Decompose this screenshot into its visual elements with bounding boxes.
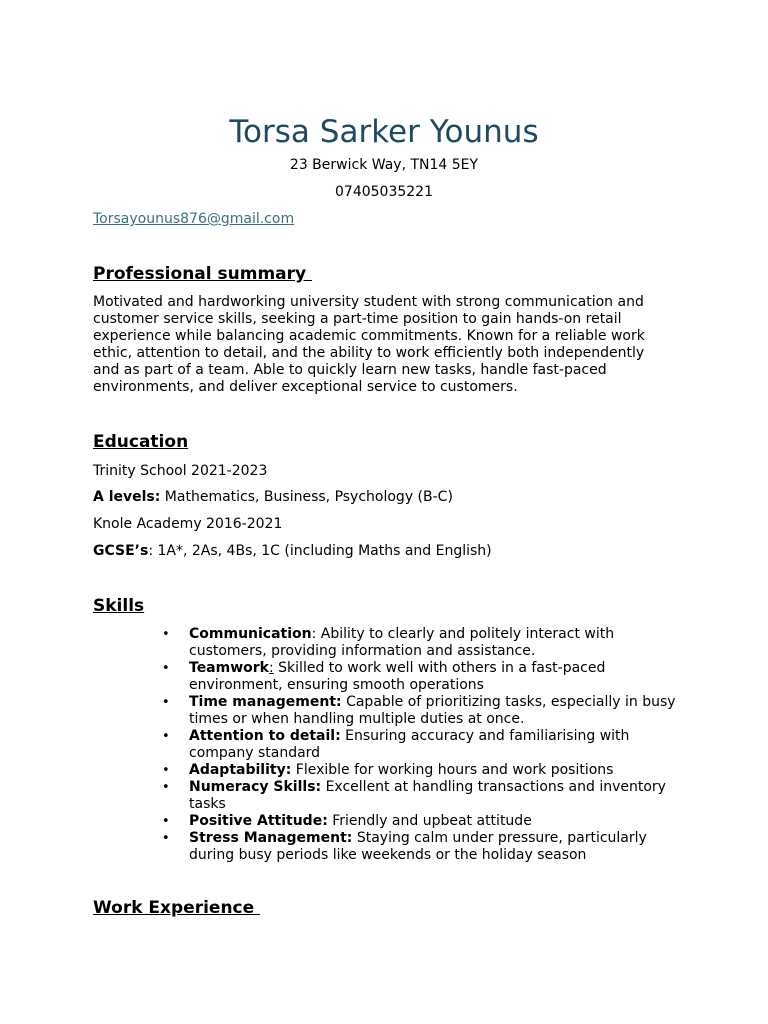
skill-separator: :: [269, 660, 274, 676]
skill-text: Skilled to work well with others in a fast-paced environment, ensuring smooth operations: [189, 660, 606, 693]
bullet-icon: •: [162, 729, 170, 744]
education-gcse: [93, 542, 492, 560]
skill-item-stress-management: [162, 830, 682, 864]
bullet-icon: •: [162, 831, 170, 846]
skill-text: Friendly and upbeat attitude: [327, 813, 532, 829]
professional-summary-text: Motivated and hardworking university student with strong communication and customer service skills, seeking a part-time position to gain hands-on retail experience while balancing academic commitments. Known for a reliable work ethic, attention to detail, and the ability to work efficiently both independently and as part of a team. Able to quickly learn new tasks, handle fast-paced environments, and deliver exceptional service to customers.: [93, 294, 645, 395]
bullet-icon: •: [162, 814, 170, 829]
skill-label: Stress Management:: [189, 830, 353, 846]
skill-label: Communication: [189, 626, 312, 642]
skill-item-time-management: [162, 694, 682, 728]
education-school-2: Knole Academy 2016-2021: [93, 516, 283, 532]
skill-item-adaptability: [162, 762, 682, 779]
skill-label: Teamwork: [189, 660, 269, 676]
bullet-icon: •: [162, 627, 170, 642]
a-levels-value: Mathematics, Business, Psychology (B-C): [160, 489, 453, 505]
skill-text: Ensuring accuracy and familiarising with company standard: [189, 728, 630, 761]
a-levels-label: A levels:: [93, 489, 161, 505]
skill-separator: :: [311, 626, 317, 642]
professional-summary-heading: Professional summary: [93, 264, 313, 284]
education-a-levels: [93, 488, 453, 506]
bullet-icon: •: [162, 661, 170, 676]
skills-list: [162, 626, 682, 864]
gcse-value: : 1A*, 2As, 4Bs, 1C (including Maths and English): [148, 543, 492, 559]
address: 23 Berwick Way, TN14 5EY: [289, 157, 479, 173]
gcse-label: GCSE’s: [93, 543, 149, 559]
work-experience-heading: Work Experience: [93, 898, 261, 918]
skills-heading: Skills: [93, 596, 145, 616]
skill-item-attention-to-detail: [162, 728, 682, 762]
education-heading: Education: [93, 432, 189, 452]
skill-text: Staying calm under pressure, particularly during busy periods like weekends or the holiday season: [189, 830, 647, 863]
skill-text: Flexible for working hours and work positions: [291, 762, 614, 778]
skill-label: Numeracy Skills:: [189, 779, 322, 795]
bullet-icon: •: [162, 780, 170, 795]
education-school-1: Trinity School 2021-2023: [93, 463, 268, 479]
skill-label: Attention to detail:: [189, 728, 341, 744]
bullet-icon: •: [162, 763, 170, 778]
resume-name: Torsa Sarker Younus: [229, 114, 539, 150]
skill-label: Positive Attitude:: [189, 813, 328, 829]
skill-item-teamwork: [162, 660, 682, 694]
skill-text: Excellent at handling transactions and inventory tasks: [189, 779, 666, 812]
bullet-icon: •: [162, 695, 170, 710]
skill-label: Time management:: [189, 694, 342, 710]
skill-label: Adaptability:: [189, 762, 292, 778]
skill-item-numeracy: [162, 779, 682, 813]
skill-text: Ability to clearly and politely interact with customers, providing information and assistance.: [189, 626, 615, 659]
phone-number: 07405035221: [335, 184, 433, 200]
skill-text: Capable of prioritizing tasks, especially in busy times or when handling multiple duties at once.: [189, 694, 676, 727]
skill-item-communication: [162, 626, 682, 660]
email-link[interactable]: Torsayounus876@gmail.com: [93, 211, 295, 227]
skill-item-positive-attitude: [162, 813, 682, 830]
